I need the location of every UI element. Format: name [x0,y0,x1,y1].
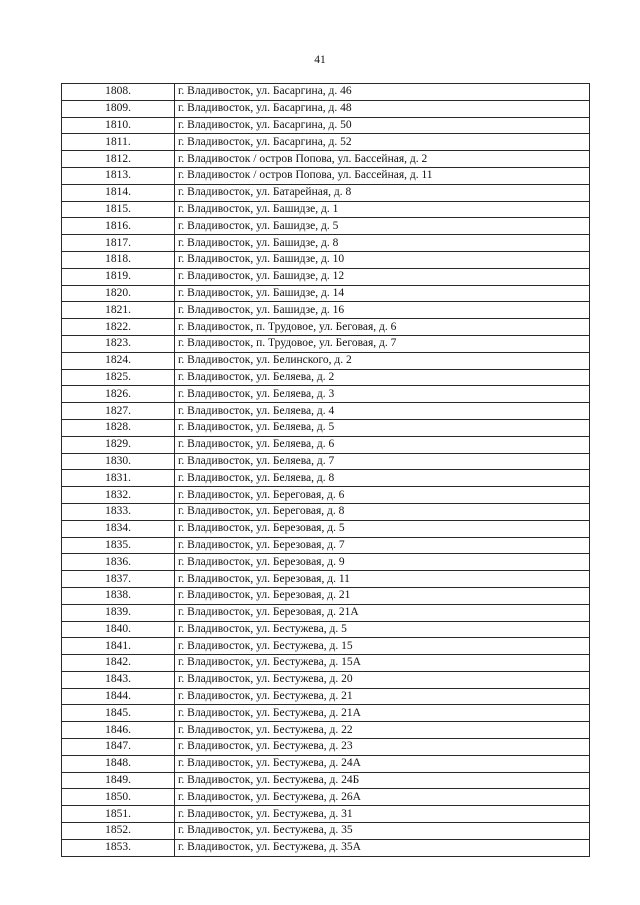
table-row [62,537,590,554]
row-number-cell: 1814. [62,184,175,201]
table-row [62,251,590,268]
table-row [62,755,590,772]
address-cell: г. Владивосток, ул. Батарейная, д. 8 [175,184,590,201]
row-number-cell: 1837. [62,571,175,588]
row-number-cell: 1824. [62,352,175,369]
address-cell: г. Владивосток, ул. Березовая, д. 21 [175,587,590,604]
address-cell: г. Владивосток, ул. Бестужева, д. 35А [175,839,590,856]
address-cell: г. Владивосток, ул. Бестужева, д. 26А [175,789,590,806]
table-row [62,655,590,672]
address-cell: г. Владивосток, ул. Бестужева, д. 21 [175,688,590,705]
address-cell: г. Владивосток, ул. Бестужева, д. 35 [175,823,590,840]
row-number-cell: 1822. [62,319,175,336]
address-cell: г. Владивосток, ул. Березовая, д. 11 [175,571,590,588]
table-row [62,638,590,655]
table-row [62,285,590,302]
address-cell: г. Владивосток, ул. Башидзе, д. 12 [175,268,590,285]
table-row [62,319,590,336]
address-cell: г. Владивосток / остров Попова, ул. Бассейная, д. 11 [175,167,590,184]
table-row [62,201,590,218]
table-row [62,335,590,352]
address-cell: г. Владивосток, ул. Беляева, д. 8 [175,470,590,487]
table-row [62,823,590,840]
table-row [62,772,590,789]
row-number-cell: 1832. [62,487,175,504]
table-row [62,151,590,168]
table-row [62,134,590,151]
table-row [62,554,590,571]
address-cell: г. Владивосток, ул. Бестужева, д. 22 [175,722,590,739]
row-number-cell: 1833. [62,503,175,520]
address-table-container [61,83,590,857]
row-number-cell: 1847. [62,739,175,756]
row-number-cell: 1815. [62,201,175,218]
table-row [62,352,590,369]
table-row [62,722,590,739]
table-row [62,705,590,722]
address-cell: г. Владивосток, ул. Бестужева, д. 15А [175,655,590,672]
row-number-cell: 1851. [62,806,175,823]
address-cell: г. Владивосток, ул. Бестужева, д. 23 [175,739,590,756]
address-cell: г. Владивосток, ул. Башидзе, д. 10 [175,251,590,268]
row-number-cell: 1843. [62,671,175,688]
row-number-cell: 1816. [62,218,175,235]
row-number-cell: 1827. [62,403,175,420]
table-row [62,688,590,705]
address-cell: г. Владивосток, ул. Беляева, д. 3 [175,386,590,403]
table-row [62,503,590,520]
row-number-cell: 1850. [62,789,175,806]
address-cell: г. Владивосток, ул. Басаргина, д. 52 [175,134,590,151]
address-cell: г. Владивосток, ул. Бестужева, д. 24А [175,755,590,772]
address-cell: г. Владивосток, ул. Бестужева, д. 20 [175,671,590,688]
row-number-cell: 1821. [62,302,175,319]
address-cell: г. Владивосток, ул. Башидзе, д. 5 [175,218,590,235]
address-cell: г. Владивосток, ул. Беляева, д. 2 [175,369,590,386]
address-cell: г. Владивосток, ул. Бестужева, д. 5 [175,621,590,638]
row-number-cell: 1844. [62,688,175,705]
row-number-cell: 1848. [62,755,175,772]
address-cell: г. Владивосток, ул. Белинского, д. 2 [175,352,590,369]
row-number-cell: 1808. [62,84,175,101]
row-number-cell: 1809. [62,100,175,117]
address-cell: г. Владивосток, ул. Башидзе, д. 16 [175,302,590,319]
row-number-cell: 1845. [62,705,175,722]
address-cell: г. Владивосток / остров Попова, ул. Бассейная, д. 2 [175,151,590,168]
table-row [62,436,590,453]
address-cell: г. Владивосток, ул. Береговая, д. 8 [175,503,590,520]
table-row [62,369,590,386]
table-row [62,739,590,756]
row-number-cell: 1811. [62,134,175,151]
table-row [62,520,590,537]
row-number-cell: 1817. [62,235,175,252]
address-cell: г. Владивосток, ул. Березовая, д. 7 [175,537,590,554]
table-row [62,100,590,117]
row-number-cell: 1812. [62,151,175,168]
table-row [62,302,590,319]
row-number-cell: 1810. [62,117,175,134]
address-cell: г. Владивосток, п. Трудовое, ул. Беговая, д. 6 [175,319,590,336]
table-row [62,218,590,235]
table-row [62,587,590,604]
row-number-cell: 1853. [62,839,175,856]
address-cell: г. Владивосток, ул. Березовая, д. 9 [175,554,590,571]
table-row [62,621,590,638]
address-cell: г. Владивосток, ул. Березовая, д. 21А [175,604,590,621]
address-table [61,83,590,857]
row-number-cell: 1834. [62,520,175,537]
address-cell: г. Владивосток, ул. Бестужева, д. 31 [175,806,590,823]
table-row [62,470,590,487]
table-row [62,453,590,470]
table-row [62,184,590,201]
table-row [62,268,590,285]
address-cell: г. Владивосток, ул. Бестужева, д. 24Б [175,772,590,789]
table-row [62,571,590,588]
row-number-cell: 1819. [62,268,175,285]
address-cell: г. Владивосток, ул. Башидзе, д. 14 [175,285,590,302]
address-cell: г. Владивосток, ул. Беляева, д. 6 [175,436,590,453]
table-row [62,117,590,134]
address-cell: г. Владивосток, ул. Башидзе, д. 1 [175,201,590,218]
row-number-cell: 1831. [62,470,175,487]
table-row [62,403,590,420]
address-cell: г. Владивосток, ул. Башидзе, д. 8 [175,235,590,252]
address-cell: г. Владивосток, п. Трудовое, ул. Беговая, д. 7 [175,335,590,352]
table-row [62,235,590,252]
page-number: 41 [314,54,326,66]
row-number-cell: 1838. [62,587,175,604]
row-number-cell: 1849. [62,772,175,789]
row-number-cell: 1841. [62,638,175,655]
row-number-cell: 1842. [62,655,175,672]
table-row [62,167,590,184]
row-number-cell: 1828. [62,419,175,436]
address-cell: г. Владивосток, ул. Бестужева, д. 15 [175,638,590,655]
row-number-cell: 1818. [62,251,175,268]
row-number-cell: 1835. [62,537,175,554]
row-number-cell: 1839. [62,604,175,621]
address-cell: г. Владивосток, ул. Басаргина, д. 46 [175,84,590,101]
table-row [62,604,590,621]
row-number-cell: 1813. [62,167,175,184]
row-number-cell: 1836. [62,554,175,571]
table-row [62,386,590,403]
address-table-body [62,84,590,857]
row-number-cell: 1826. [62,386,175,403]
table-row [62,839,590,856]
address-cell: г. Владивосток, ул. Беляева, д. 5 [175,419,590,436]
address-cell: г. Владивосток, ул. Беляева, д. 7 [175,453,590,470]
row-number-cell: 1825. [62,369,175,386]
row-number-cell: 1823. [62,335,175,352]
row-number-cell: 1840. [62,621,175,638]
table-row [62,487,590,504]
address-cell: г. Владивосток, ул. Бестужева, д. 21А [175,705,590,722]
row-number-cell: 1820. [62,285,175,302]
table-row [62,806,590,823]
address-cell: г. Владивосток, ул. Басаргина, д. 48 [175,100,590,117]
table-row [62,671,590,688]
address-cell: г. Владивосток, ул. Береговая, д. 6 [175,487,590,504]
row-number-cell: 1829. [62,436,175,453]
address-cell: г. Владивосток, ул. Березовая, д. 5 [175,520,590,537]
table-row [62,419,590,436]
address-cell: г. Владивосток, ул. Беляева, д. 4 [175,403,590,420]
row-number-cell: 1830. [62,453,175,470]
row-number-cell: 1846. [62,722,175,739]
row-number-cell: 1852. [62,823,175,840]
table-row [62,789,590,806]
address-cell: г. Владивосток, ул. Басаргина, д. 50 [175,117,590,134]
table-row [62,84,590,101]
